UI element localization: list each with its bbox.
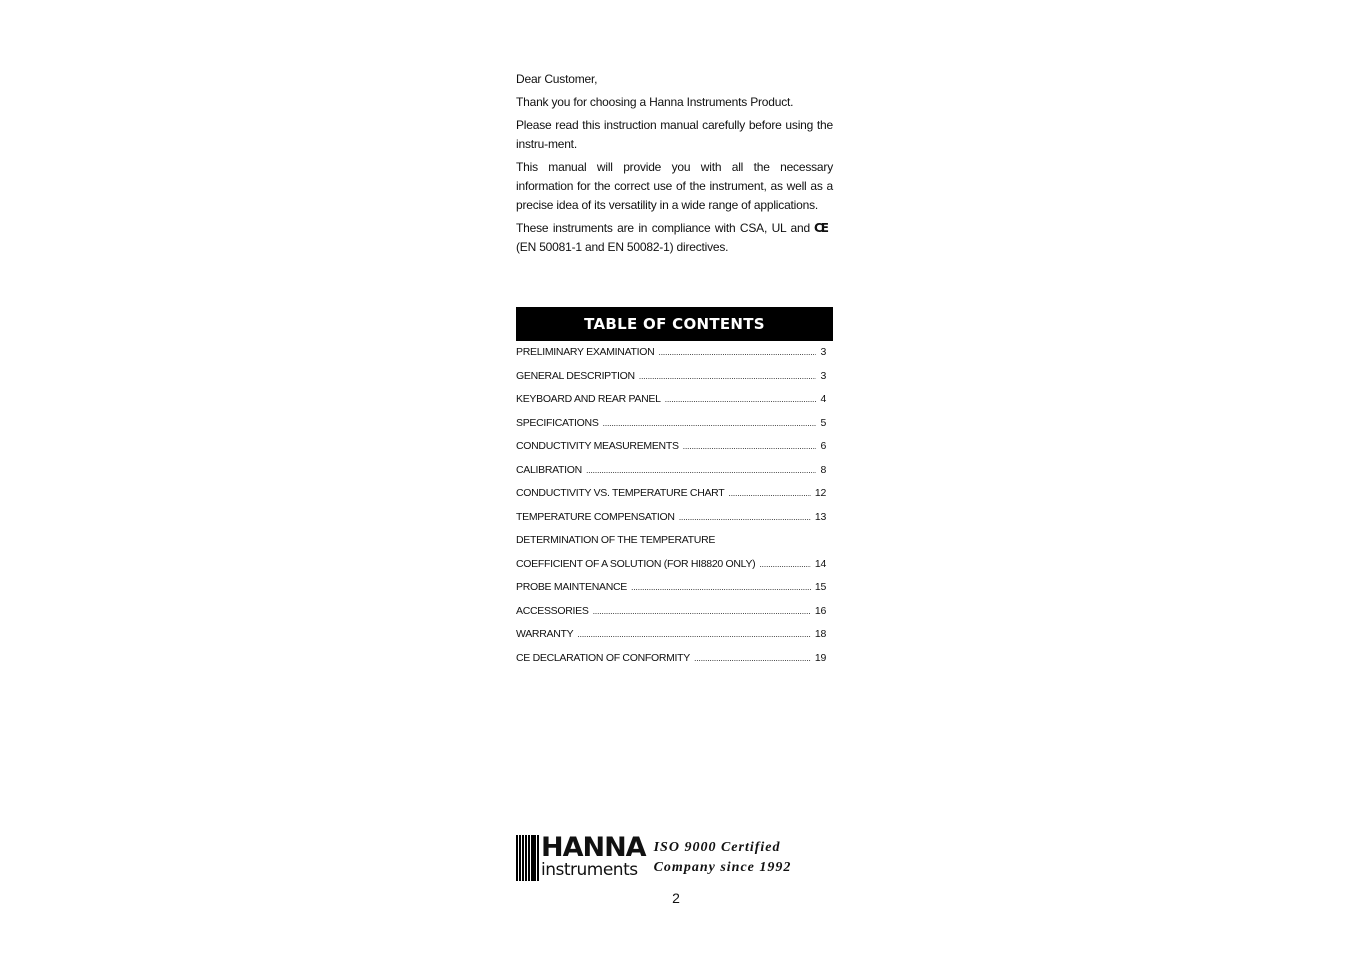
compliance-paragraph (516, 219, 833, 257)
toc-entry-label: PRELIMINARY EXAMINATION (516, 346, 655, 358)
toc-entry-page: 18 (814, 628, 826, 640)
toc-entry-page: 12 (814, 487, 826, 499)
toc-entry-label: GENERAL DESCRIPTION (516, 369, 635, 382)
toc-leader-dots (593, 606, 811, 616)
toc-entry-page: 3 (820, 369, 826, 382)
toc-entry (516, 417, 826, 441)
logo-sub: instruments (541, 860, 638, 880)
toc-entry-page: 19 (814, 651, 826, 664)
toc-leader-dots (728, 488, 811, 498)
hanna-logo (516, 832, 646, 881)
toc-leader-dots (631, 582, 811, 592)
toc-leader-dots (759, 559, 811, 569)
toc-entry (516, 605, 826, 629)
toc-entry (516, 581, 826, 605)
thanks-paragraph: Thank you for choosing a Hanna Instruments Product. (516, 95, 794, 109)
toc-entry-page: 13 (814, 510, 826, 523)
toc-leader-dots (586, 465, 817, 475)
toc-entry-label: SPECIFICATIONS (516, 416, 599, 429)
toc-entry (516, 628, 826, 652)
page-number: 2 (672, 890, 680, 906)
toc-entry (516, 558, 826, 582)
toc-leader-dots (658, 347, 816, 357)
logo-word: HANNA (541, 832, 646, 863)
greeting: Dear Customer, (516, 72, 598, 86)
toc-entry-page: 4 (820, 393, 826, 405)
read-paragraph: Please read this instruction manual carefully before using the instru-ment. (516, 118, 833, 151)
toc-entry-label: CONDUCTIVITY VS. TEMPERATURE CHART (516, 487, 725, 499)
toc-leader-dots (603, 418, 817, 428)
toc-entry-page: 14 (814, 557, 826, 570)
toc-entry-page: 8 (820, 463, 826, 476)
ce-mark-icon: CE (813, 221, 827, 235)
iso-line-1: ISO 9000 Certified (653, 840, 781, 855)
compliance-text-end: (EN 50081-1 and EN 50082-1) directives. (516, 240, 729, 254)
toc-entry-page: 15 (814, 581, 826, 593)
toc-entry (516, 511, 826, 535)
toc-entry-label: DETERMINATION OF THE TEMPERATURE (516, 534, 716, 546)
table-of-contents (516, 346, 826, 675)
toc-entry-label: CONDUCTIVITY MEASUREMENTS (516, 440, 679, 452)
toc-entry-page: 16 (814, 604, 826, 617)
toc-entry (516, 346, 826, 370)
toc-entry (516, 370, 826, 394)
toc-entry-label: CE DECLARATION OF CONFORMITY (516, 651, 690, 664)
toc-entry-label: PROBE MAINTENANCE (516, 581, 628, 593)
toc-entry (516, 440, 826, 464)
toc-leader-dots (665, 394, 817, 404)
toc-entry-label: ACCESSORIES (516, 604, 589, 617)
iso-line-2: Company since 1992 (653, 860, 792, 875)
toc-title-text: TABLE OF CONTENTS (584, 315, 765, 333)
iso-certification (654, 838, 792, 878)
toc-leader-dots (683, 441, 817, 451)
toc-entry (516, 464, 826, 488)
footer (516, 834, 836, 882)
compliance-text-start: These instruments are in compliance with CSA, UL and (516, 221, 810, 235)
toc-entry (516, 393, 826, 417)
info-paragraph: This manual will provide you with all the necessary information for the correct use of the instrument, as well as a precise idea of its versatility in a wide range of applications. (516, 160, 833, 212)
toc-entry (516, 534, 826, 558)
toc-entry-label: COEFFICIENT OF A SOLUTION (FOR HI8820 ONLY) (516, 557, 756, 570)
toc-entry-page: 3 (820, 346, 826, 358)
toc-leader-dots (577, 629, 811, 639)
toc-entry-label: TEMPERATURE COMPENSATION (516, 510, 675, 523)
toc-entry (516, 652, 826, 676)
toc-leader-dots (679, 512, 811, 522)
toc-entry (516, 487, 826, 511)
logo-bars-icon (516, 835, 539, 881)
intro-letter (516, 70, 833, 261)
toc-title (516, 307, 833, 341)
toc-entry-label: CALIBRATION (516, 463, 582, 476)
toc-leader-dots (639, 371, 817, 381)
toc-entry-page: 5 (820, 416, 826, 429)
toc-leader-dots (694, 653, 811, 663)
toc-entry-label: WARRANTY (516, 628, 574, 640)
toc-entry-page: 6 (820, 440, 826, 452)
toc-entry-label: KEYBOARD AND REAR PANEL (516, 393, 661, 405)
